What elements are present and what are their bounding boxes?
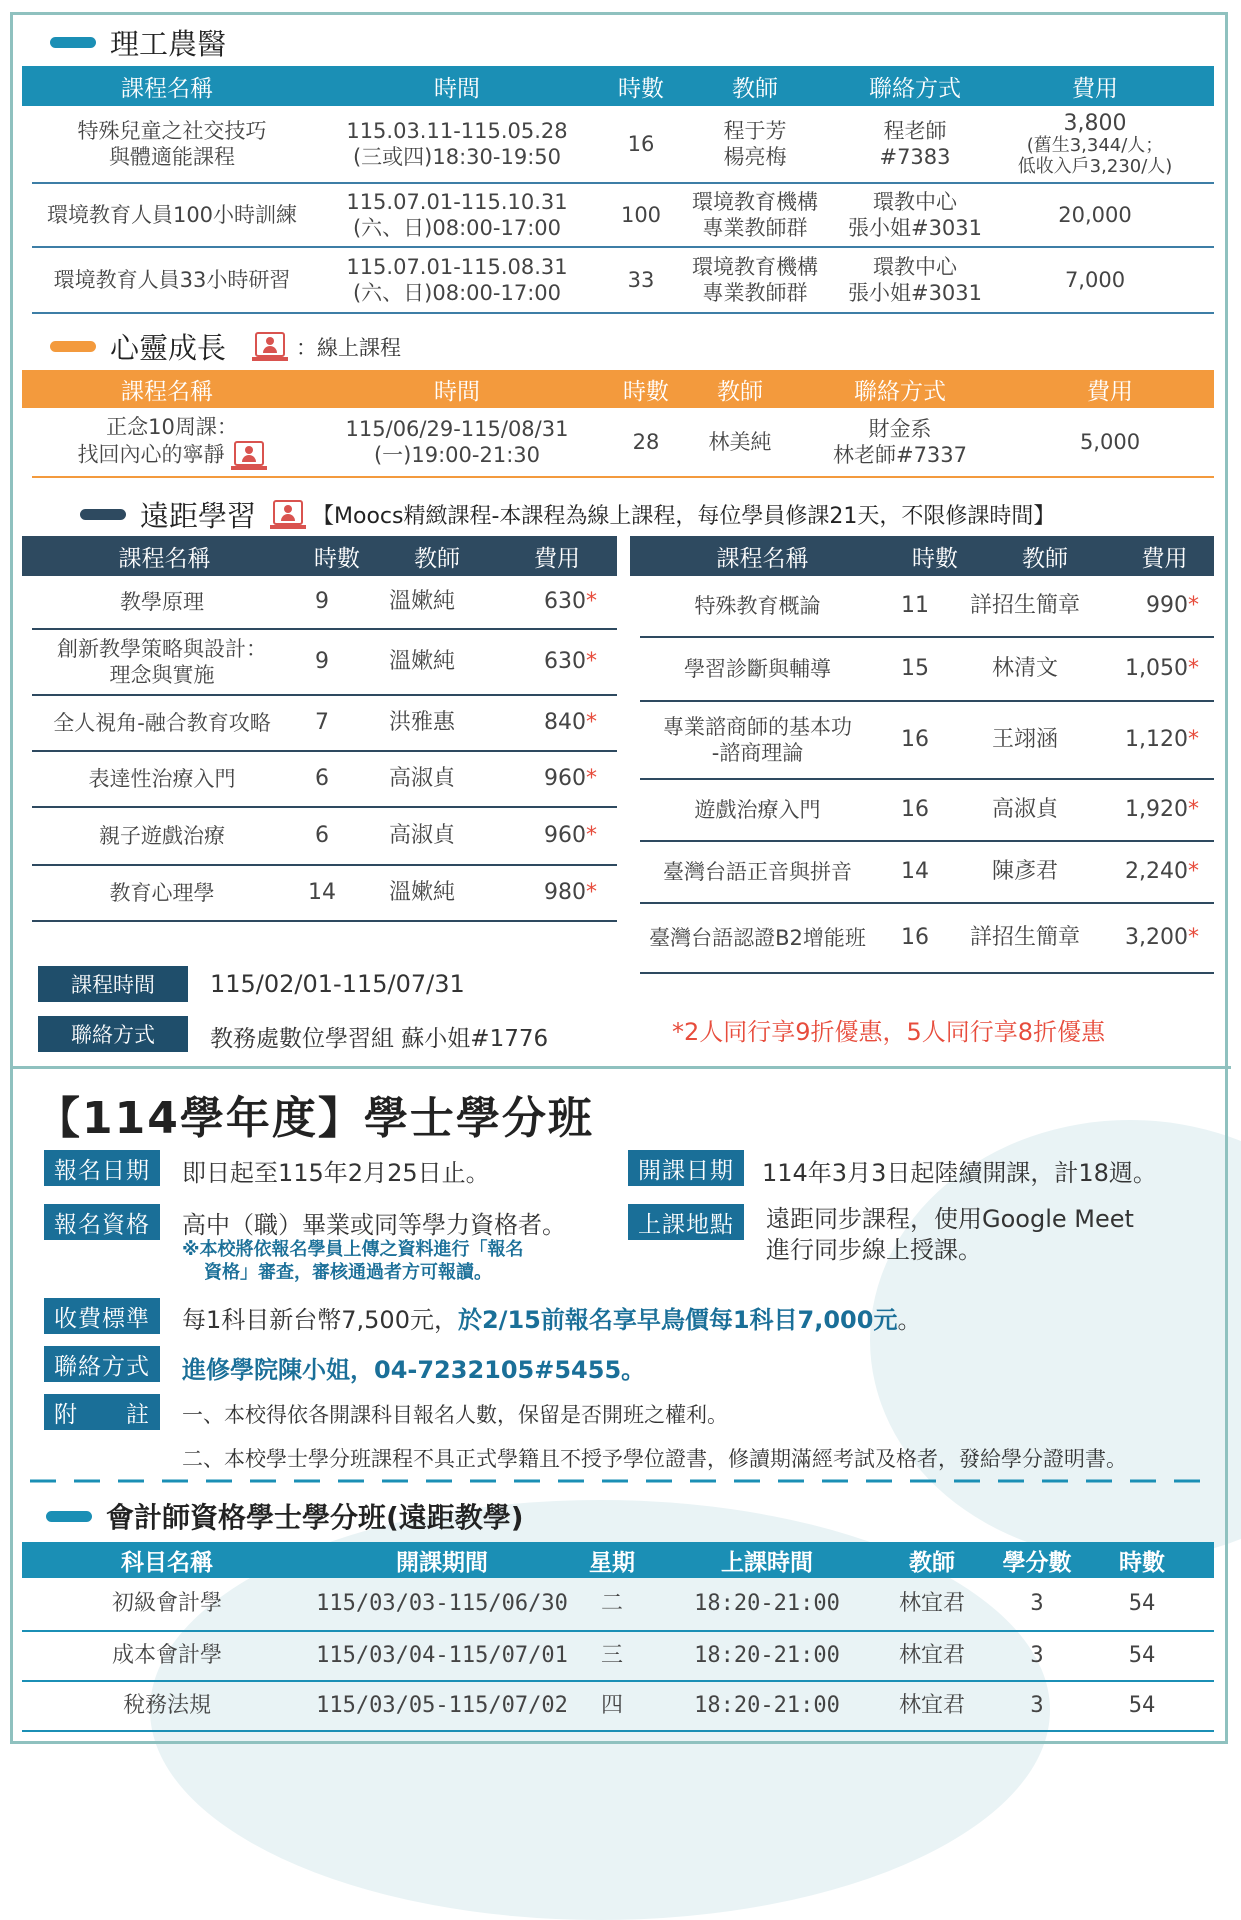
fee-value: 1,920 [1125,797,1188,823]
course-time-value: 115/02/01-115/07/31 [210,970,465,998]
col-header: 時間 [434,378,480,405]
line: 表達性治療入門 [88,766,236,791]
table-header [22,536,617,576]
col-header: 教師 [732,75,778,102]
section-header-cpa [46,1496,524,1536]
col-header: 聯絡方式 [869,75,961,102]
line: 創新教學策略與設計： [57,636,267,661]
course-teacher: 陳彥君 [991,859,1058,885]
course-hours: 100 [620,202,662,227]
line: (六、日)08:00-17:00 [352,281,561,305]
line: 理念與實施 [109,663,215,687]
col-header: 時數 [1119,1549,1165,1576]
table-row [32,696,617,752]
line: 張小姐#3031 [847,216,983,240]
table-header [22,1542,1214,1578]
subject-name: 初級會計學 [111,1591,222,1617]
discount-star: * [1188,797,1199,823]
course-hours: 16 [901,727,929,753]
course-fee [1095,592,1199,620]
discount-note: *2人同行享9折優惠，5人同行享8折優惠 [672,1018,1106,1046]
col-header: 時數 [912,545,958,572]
section-divider [10,1066,1231,1069]
weekday: 二 [600,1591,623,1617]
course-name [32,118,312,171]
section-marker [50,341,96,352]
col-header: 費用 [1087,378,1133,405]
line: 程老師 [883,118,947,143]
discount-star: * [586,710,597,736]
line: 財金系 [868,416,932,441]
line: 環教中心 [873,189,957,214]
section-title: 遠距學習 [140,499,257,533]
course-name [32,880,292,906]
course-name [640,714,875,767]
course-hours: 9 [315,589,329,615]
fee-value: 840 [544,710,586,736]
fee-value: 630 [544,649,586,675]
hours: 54 [1128,1693,1156,1719]
line: 環教中心 [873,254,957,279]
table-row [22,1682,1214,1732]
section-marker [80,509,126,520]
course-teacher: 洪雅惠 [388,710,455,736]
line: -諮商理論 [711,741,804,765]
reg-date-value: 即日起至115年2月25日止。 [182,1159,490,1187]
course-hours: 16 [627,131,655,156]
line: 專業教師群 [702,216,808,240]
course-hours: 6 [315,766,329,792]
subject-name: 成本會計學 [111,1643,222,1669]
note-2: 二、本校學士學分班課程不具正式學籍且不授予學位證書，修讀期滿經考試及格者，發給學分證明書。 [182,1447,1127,1471]
course-teacher: 溫嫰純 [388,880,455,906]
line: (六、日)08:00-17:00 [352,216,561,240]
discount-star: * [1188,593,1199,619]
line: 專業諮商師的基本功 [663,714,852,739]
discount-star: * [1188,859,1199,885]
course-fee [1095,924,1199,952]
weekday: 三 [600,1643,623,1669]
fee-value: 980 [544,880,586,906]
fee-value: 1,120 [1125,727,1188,753]
course-period: 115/03/05-115/07/02 [316,1693,568,1719]
col-header: 星期 [589,1549,635,1576]
teacher: 林宜君 [898,1693,965,1719]
section-title: 理工農醫 [110,27,227,61]
remote-contact-value: 教務處數位學習組 蘇小姐#1776 [210,1026,549,1052]
line: 進行同步線上授課。 [766,1236,982,1265]
line: 3,800 [1063,110,1127,136]
course-hours: 15 [901,656,929,682]
remote-contact-label: 聯絡方式 [38,1016,188,1052]
line: 專業教師群 [702,281,808,305]
line: 115.07.01-115.10.31 [346,189,568,214]
col-header: 費用 [1072,75,1118,102]
fee-value: 630 [544,589,586,615]
dashed-divider [30,1478,1200,1484]
table-row [640,780,1214,842]
table-row [32,106,1214,184]
line: 教育心理學 [109,880,215,905]
discount-star: * [586,823,597,849]
table-row [22,1632,1214,1682]
course-hours: 11 [901,593,929,619]
course-name [32,589,292,615]
course-fee: 5,000 [1079,429,1141,454]
discount-star: * [1188,656,1199,682]
course-fee [1095,796,1199,824]
course-fee [492,709,597,737]
col-header: 學分數 [1002,1549,1072,1576]
line: 115.03.11-115.05.28 [346,118,568,143]
class-time: 18:20-21:00 [694,1643,840,1669]
course-fee [1000,111,1190,178]
table-row [32,248,1214,314]
course-name [640,593,875,619]
discount-star: * [586,649,597,675]
fee-value: 960 [544,823,586,849]
line: 特殊教育概論 [694,593,821,618]
col-header: 教師 [1022,545,1068,572]
course-fee [492,822,597,850]
line: (舊生3,344/人； [1026,134,1164,156]
section-marker [46,1511,92,1522]
course-name [32,823,292,849]
course-teacher: 林美純 [708,429,772,454]
col-header: 上課時間 [721,1549,813,1576]
col-header: 聯絡方式 [854,378,946,405]
line: 環境教育機構 [692,254,818,279]
course-time [312,189,602,242]
fee-text: 每1科目新台幣7,500元， [182,1306,458,1334]
course-name [640,797,875,823]
course-name [32,710,292,736]
line: 林老師#7337 [832,443,968,467]
discount-star: * [586,880,597,906]
course-teacher: 王翊涵 [991,727,1058,753]
col-header: 時數 [618,75,664,102]
course-fee [492,588,597,616]
course-contact [830,254,1000,307]
course-fee [492,648,597,676]
fee-value: 3,200 [1125,925,1188,951]
course-name [640,925,875,951]
weekday: 四 [600,1693,623,1719]
course-fee [1095,655,1199,683]
online-course-icon [270,500,306,529]
line: 遊戲治療入門 [694,797,821,822]
line: #7383 [879,145,951,169]
location-label: 上課地點 [628,1204,744,1240]
fee-end: 。 [897,1306,922,1334]
table-row [640,842,1214,904]
line: 臺灣台語認證B2增能班 [649,925,866,950]
table-header [22,370,1214,408]
fee-value: 1,050 [1125,656,1188,682]
line-text: 找回內心的寧靜 [77,442,225,467]
col-header: 費用 [534,545,580,572]
course-hours: 7 [315,710,329,736]
course-time [312,118,602,171]
course-name [32,766,292,792]
line: 臺灣台語正音與拼音 [663,859,852,884]
credit-title: 【114學年度】學士學分班 [36,1093,594,1144]
credits: 3 [1030,1643,1044,1669]
course-name [32,414,312,471]
table-header [22,66,1214,106]
online-course-icon [252,332,288,361]
course-contact [830,189,1000,242]
discount-star: * [1188,925,1199,951]
remote-note: 【Moocs精緻課程-本課程為線上課程，每位學員修課21天，不限修課時間】 [312,504,1056,529]
table-row [22,1578,1214,1632]
course-teacher: 詳招生簡章 [969,925,1080,951]
course-name [640,859,875,885]
col-header: 教師 [717,378,763,405]
line: 環境教育機構 [692,189,818,214]
course-teacher [680,254,830,307]
start-date-label: 開課日期 [628,1150,744,1186]
online-note: ：線上課程 [296,335,402,360]
course-teacher: 高淑貞 [388,766,455,792]
col-header: 時間 [434,75,480,102]
table-row [32,576,617,630]
line: 親子遊戲治療 [99,823,225,848]
col-header: 課程名稱 [716,545,809,572]
subject-name: 稅務法規 [122,1693,211,1719]
col-header: 科目名稱 [121,1549,213,1576]
course-name [32,636,292,689]
course-name [640,656,875,682]
col-header: 課程名稱 [118,545,211,572]
course-fee [1095,726,1199,754]
section-header-sci [50,22,226,63]
line [32,440,312,471]
qualification-value: 高中（職）畢業或同等學力資格者。 [182,1211,566,1239]
table-row [32,808,617,866]
course-name: 環境教育人員100小時訓練 [46,202,298,227]
line: 特殊兒童之社交技巧 [77,118,267,143]
course-teacher: 高淑貞 [388,823,455,849]
class-time: 18:20-21:00 [694,1693,840,1719]
line: ※本校將依報名學員上傳之資料進行「報名 [182,1239,524,1260]
table-header [630,536,1214,576]
course-hours: 33 [627,267,655,292]
hours: 54 [1128,1643,1156,1669]
section-title: 心靈成長 [110,331,227,365]
early-bird-text: 於2/15前報名享早鳥價每1科目7,000元 [457,1306,898,1334]
discount-star: * [586,766,597,792]
fee-value: 990 [1146,593,1188,619]
table-row [640,904,1214,974]
course-time-label: 課程時間 [38,966,188,1002]
line: 115/06/29-115/08/31 [345,416,569,441]
course-hours: 9 [315,649,329,675]
course-fee [492,879,597,907]
course-time [312,416,602,469]
course-fee: 20,000 [1058,202,1132,227]
course-hours: 14 [901,859,929,885]
col-header: 教師 [414,545,460,572]
course-hours: 28 [632,429,660,454]
notes-label: 附 註 [44,1394,160,1430]
table-row [32,752,617,808]
line: 學習診斷與輔導 [684,656,831,681]
teacher: 林宜君 [898,1643,965,1669]
line: 115.07.01-115.08.31 [346,254,568,279]
teacher: 林宜君 [898,1591,965,1617]
line: 全人視角-融合教育攻略 [53,710,271,735]
table-row [32,866,617,922]
course-teacher: 溫嫰純 [388,649,455,675]
note-1: 一、本校得依各開課科目報名人數，保留是否開班之權利。 [182,1403,728,1427]
line: 低收入戶3,230/人) [1017,155,1173,177]
course-teacher [680,118,830,171]
line: (三或四)18:30-19:50 [352,145,561,169]
location-value [766,1204,1134,1266]
section-title: 會計師資格學士學分班(遠距教學) [106,1501,524,1534]
line: 楊亮梅 [723,145,787,169]
course-period: 115/03/04-115/07/01 [316,1643,568,1669]
line: 與體適能課程 [109,145,235,169]
credits: 3 [1030,1693,1044,1719]
line: 教學原理 [120,589,204,614]
col-header: 時數 [314,545,360,572]
line: 正念10周課： [106,414,238,439]
section-header-mind [50,326,401,367]
line: 程于芳 [723,118,787,143]
class-time: 18:20-21:00 [694,1591,840,1617]
line: (一)19:00-21:30 [373,443,540,467]
discount-star: * [1188,727,1199,753]
reg-date-label: 報名日期 [44,1150,160,1186]
table-row [32,630,617,696]
credit-contact-value: 進修學院陳小姐，04-7232105#5455。 [182,1356,646,1384]
line: 遠距同步課程，使用Google Meet [766,1205,1134,1233]
fee-value [182,1300,921,1335]
course-teacher: 溫嫰純 [388,589,455,615]
course-contact [790,416,1010,469]
course-contact [830,118,1000,171]
line: 張小姐#3031 [847,281,983,305]
col-header: 開課期間 [396,1549,488,1576]
col-header: 費用 [1141,545,1188,572]
course-name: 環境教育人員33小時研習 [53,267,291,292]
course-hours: 14 [308,880,336,906]
course-time [312,254,602,307]
course-teacher [680,189,830,242]
table-row [32,184,1214,248]
course-fee: 7,000 [1064,267,1126,292]
qualification-note [182,1238,524,1285]
course-teacher: 高淑貞 [991,797,1058,823]
qualification-label: 報名資格 [44,1204,160,1240]
table-row [640,576,1214,638]
col-header: 課程名稱 [121,75,213,102]
credits: 3 [1030,1591,1044,1617]
table-row [32,408,1214,478]
course-hours: 16 [901,925,929,951]
hours: 54 [1128,1591,1156,1617]
fee-value: 2,240 [1125,859,1188,885]
course-fee [492,765,597,793]
course-teacher: 林清文 [991,656,1058,682]
credit-contact-label: 聯絡方式 [44,1346,160,1382]
course-fee [1095,858,1199,886]
fee-label: 收費標準 [44,1298,160,1334]
col-header: 課程名稱 [121,378,213,405]
table-row [640,638,1214,702]
col-header: 時數 [623,378,669,405]
course-hours: 16 [901,797,929,823]
start-date-value: 114年3月3日起陸續開課，計18週。 [762,1159,1157,1187]
discount-star: * [586,589,597,615]
section-header-remote [80,494,1055,535]
course-hours: 6 [315,823,329,849]
section-marker [50,37,96,48]
fee-value: 960 [544,766,586,792]
online-course-icon [231,440,267,471]
course-teacher: 詳招生簡章 [969,593,1080,619]
table-row [640,702,1214,780]
col-header: 教師 [909,1549,955,1576]
course-period: 115/03/03-115/06/30 [316,1591,568,1617]
line: 資格」審查，審核通過者方可報讀。 [204,1262,492,1284]
